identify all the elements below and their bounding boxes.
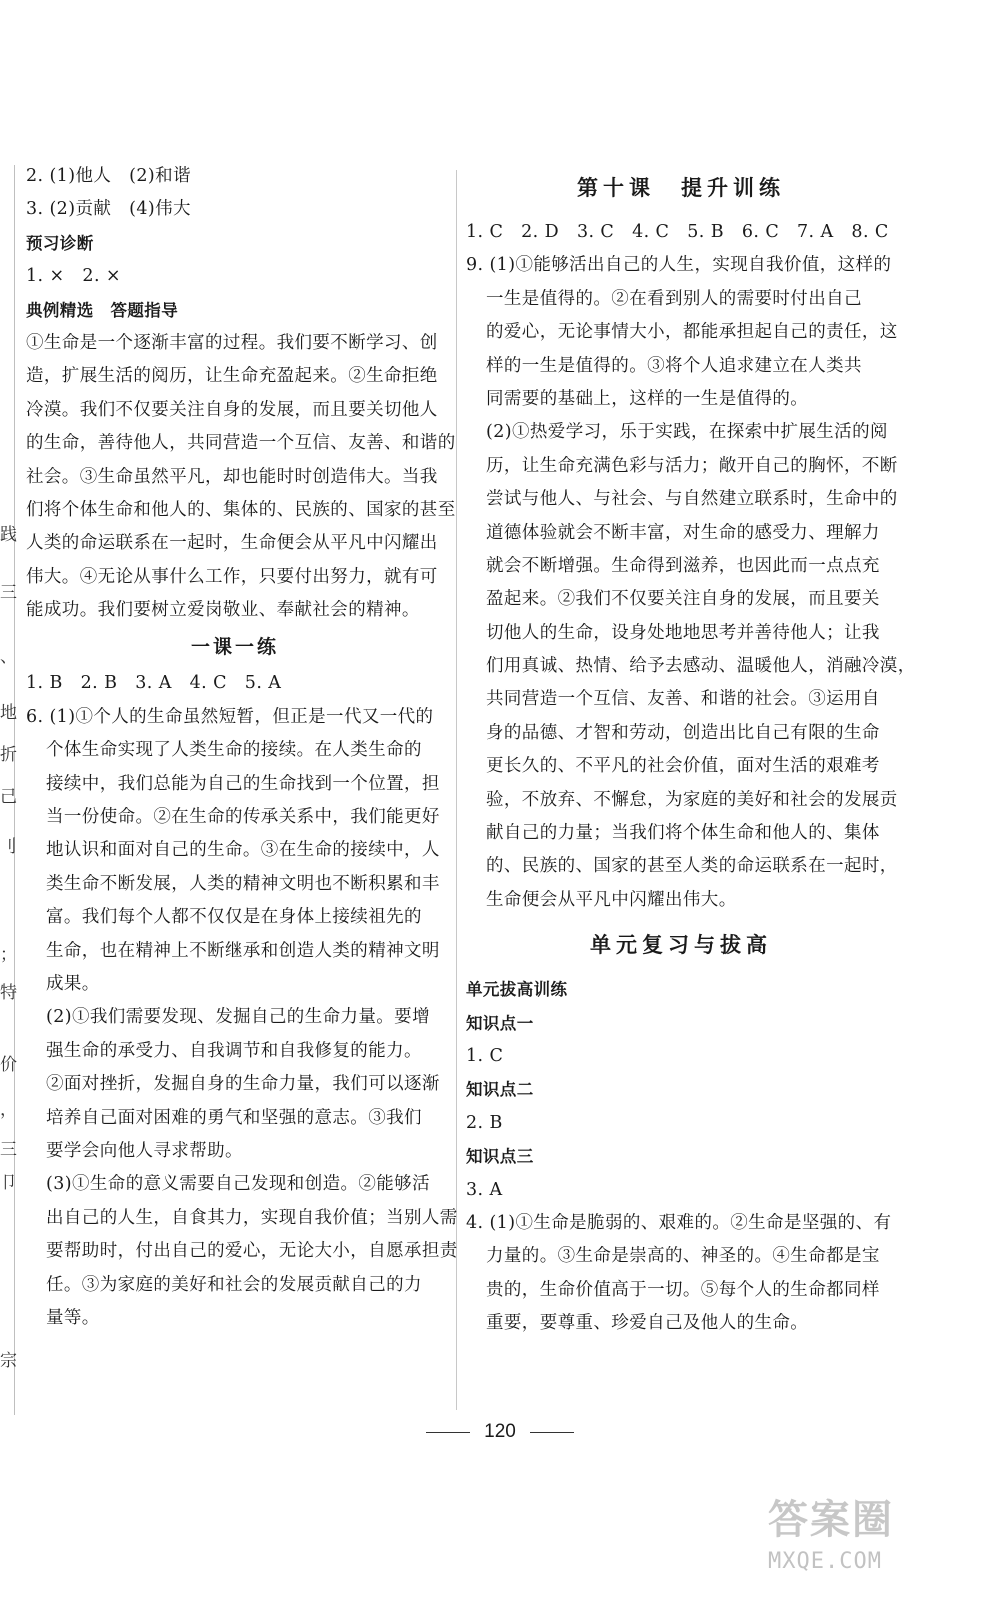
text-line: 更长久的、不平凡的社会价值，面对生活的艰难考 [486,756,880,777]
text-line: 强生命的承受力、自我调节和自我修复的能力。 [46,1040,422,1061]
text-line: 冷漠。我们不仅要关注自身的发展，而且要关切他人 [26,399,438,420]
text-line: 2. (1)他人 (2)和谐 [26,166,191,186]
text-line: 1. C 2. D 3. C 4. C 5. B 6. C 7. A 8. C [466,222,889,242]
text-line: 伟大。④无论从事什么工作，只要付出努力，就有可 [26,566,438,587]
text-line: (2)①热爱学习，乐于实践，在探索中扩展生活的阅 [486,422,888,443]
text-line: (2)①我们需要发现、发掘自己的生命力量。要增 [46,1007,430,1028]
text-line: 的生命，善待他人，共同营造一个互信、友善、和谐的 [26,433,456,454]
watermark-logo [768,1488,978,1584]
text-line: 们用真诚、热情、给予去感动、温暖他人，消融冷漠， [486,656,916,677]
text-line: 培养自己面对困难的勇气和坚强的意志。③我们 [46,1107,422,1128]
margin-char: ； [0,945,17,965]
text-line: 2. B [466,1112,503,1133]
text-line: 盈起来。②我们不仅要关注自身的发展，而且要关 [486,589,880,610]
text-line: 献自己的力量；当我们将个体生命和他人的、集体 [486,823,880,844]
text-line: 4. (1)①生命是脆弱的、艰难的。②生命是坚强的、有 [466,1212,892,1233]
text-line: 量等。 [46,1307,100,1328]
watermark-logo-text: 答案圈 [768,1497,894,1543]
text-line: 样的一生是值得的。③将个人追求建立在人类共 [486,355,862,376]
page-footer [0,1412,1000,1452]
text-line: 1. C [466,1045,504,1066]
margin-char: ， [0,1100,17,1120]
margin-char: 己 [0,787,17,807]
text-line: 就会不断增强。生命得到滋养，也因此而一点点充 [486,555,880,576]
margin-char: 价 [0,1055,17,1075]
margin-char: 刂 [0,837,17,857]
text-line: 尝试与他人、与社会、与自然建立联系时，生命中的 [486,489,898,510]
text-line: 社会。③生命虽然平凡，却也能时时创造伟大。当我 [26,466,438,487]
text-line: 成果。 [46,973,100,994]
section-title: 单元复习与拔高 [590,932,772,958]
text-line: ①生命是一个逐渐丰富的过程。我们要不断学习、创 [26,332,438,353]
text-line: 接续中，我们总能为自己的生命找到一个位置，担 [46,773,440,794]
margin-char: 、 [0,647,17,667]
text-line: 类生命不断发展，人类的精神文明也不断积累和丰 [46,873,440,894]
text-line: 地认识和面对自己的生命。③在生命的接续中，人 [46,840,440,861]
text-line: 们将个体生命和他人的、集体的、民族的、国家的甚至 [26,499,456,520]
margin-char: 卩 [0,1173,17,1193]
text-line: 的爱心，无论事情大小，都能承担起自己的责任，这 [486,322,898,343]
footer-rule-left [426,1432,470,1433]
left-column [26,160,458,1335]
text-line: 富。我们每个人都不仅仅是在身体上接续祖先的 [46,907,422,928]
section-heading: 知识点一 [466,1013,534,1033]
text-line: 贵的，生命价值高于一切。⑤每个人的生命都同样 [486,1279,880,1300]
text-line: 出自己的人生，自食其力，实现自我价值；当别人需 [46,1207,458,1228]
footer-rule-right [530,1432,574,1433]
text-line: 要帮助时，付出自己的爱心，无论大小，自愿承担责 [46,1241,458,1262]
text-line: 人类的命运联系在一起时，生命便会从平凡中闪耀出 [26,533,438,554]
margin-char: 特 [0,983,17,1003]
section-title: 第十课 提升训练 [577,175,785,200]
section-heading: 预习诊断 [26,233,94,253]
text-line: 历，让生命充满色彩与活力；敞开自己的胸怀，不断 [486,455,898,476]
section-heading: 知识点二 [466,1080,534,1100]
text-line: 重要，要尊重、珍爱自己及他人的生命。 [486,1313,809,1334]
text-line: 一生是值得的。②在看到别人的需要时付出自己 [486,288,862,309]
text-line: 3. (2)贡献 (4)伟大 [26,199,191,220]
text-line: 个体生命实现了人类生命的接续。在人类生命的 [46,740,422,761]
right-column [466,160,916,1341]
text-line: 切他人的生命，设身处地地思考并善待他人；让我 [486,622,880,643]
text-line: 1. B 2. B 3. A 4. C 5. A [26,673,282,694]
margin-char: 地 [0,703,17,723]
section-heading: 知识点三 [466,1147,534,1167]
margin-char: 三 [0,1140,17,1160]
text-line: 9. (1)①能够活出自己的人生，实现自我价值，这样的 [466,255,892,276]
text-line: 6. (1)①个人的生命虽然短暂，但正是一代又一代的 [26,706,434,727]
section-title: 一课一练 [190,636,279,659]
text-line: 任。③为家庭的美好和社会的发展贡献自己的力 [46,1274,422,1295]
text-line: 生命，也在精神上不断继承和创造人类的精神文明 [46,940,440,961]
text-line: 共同营造一个互信、友善、和谐的社会。③运用自 [486,689,880,710]
margin-char: 三 [0,583,17,603]
text-line: ②面对挫折，发掘自身的生命力量，我们可以逐渐 [46,1074,440,1095]
text-line: 身的品德、才智和劳动，创造出比自己有限的生命 [486,722,880,743]
text-line: 的、民族的、国家的甚至人类的命运联系在一起时， [486,856,898,877]
text-line: 同需要的基础上，这样的一生是值得的。 [486,388,809,409]
text-line: 1. × 2. × [26,266,121,287]
text-line: 验，不放弃、不懈怠，为家庭的美好和社会的发展贡 [486,789,898,810]
section-heading: 单元拔高训练 [466,980,568,1000]
text-line: (3)①生命的意义需要自己发现和创造。②能够活 [46,1174,430,1195]
margin-char: 折 [0,745,17,765]
text-line: 当一份使命。②在生命的传承关系中，我们能更好 [46,807,440,828]
text-line: 3. A [466,1179,503,1200]
margin-char: 践 [0,525,17,545]
watermark-site-text: MXQE.COM [768,1549,882,1574]
text-line: 力量的。③生命是崇高的、神圣的。④生命都是宝 [486,1246,880,1267]
text-line: 道德体验就会不断丰富，对生命的感受力、理解力 [486,522,880,543]
section-heading: 典例精选 答题指导 [26,300,179,320]
margin-char: 宗 [0,1351,17,1371]
text-line: 造，扩展生活的阅历，让生命充盈起来。②生命拒绝 [26,366,438,387]
page-number: 120 [484,1421,516,1442]
text-line: 生命便会从平凡中闪耀出伟大。 [486,889,737,910]
text-line: 要学会向他人寻求帮助。 [46,1140,243,1161]
text-line: 能成功。我们要树立爱岗敬业、奉献社会的精神。 [26,600,420,621]
